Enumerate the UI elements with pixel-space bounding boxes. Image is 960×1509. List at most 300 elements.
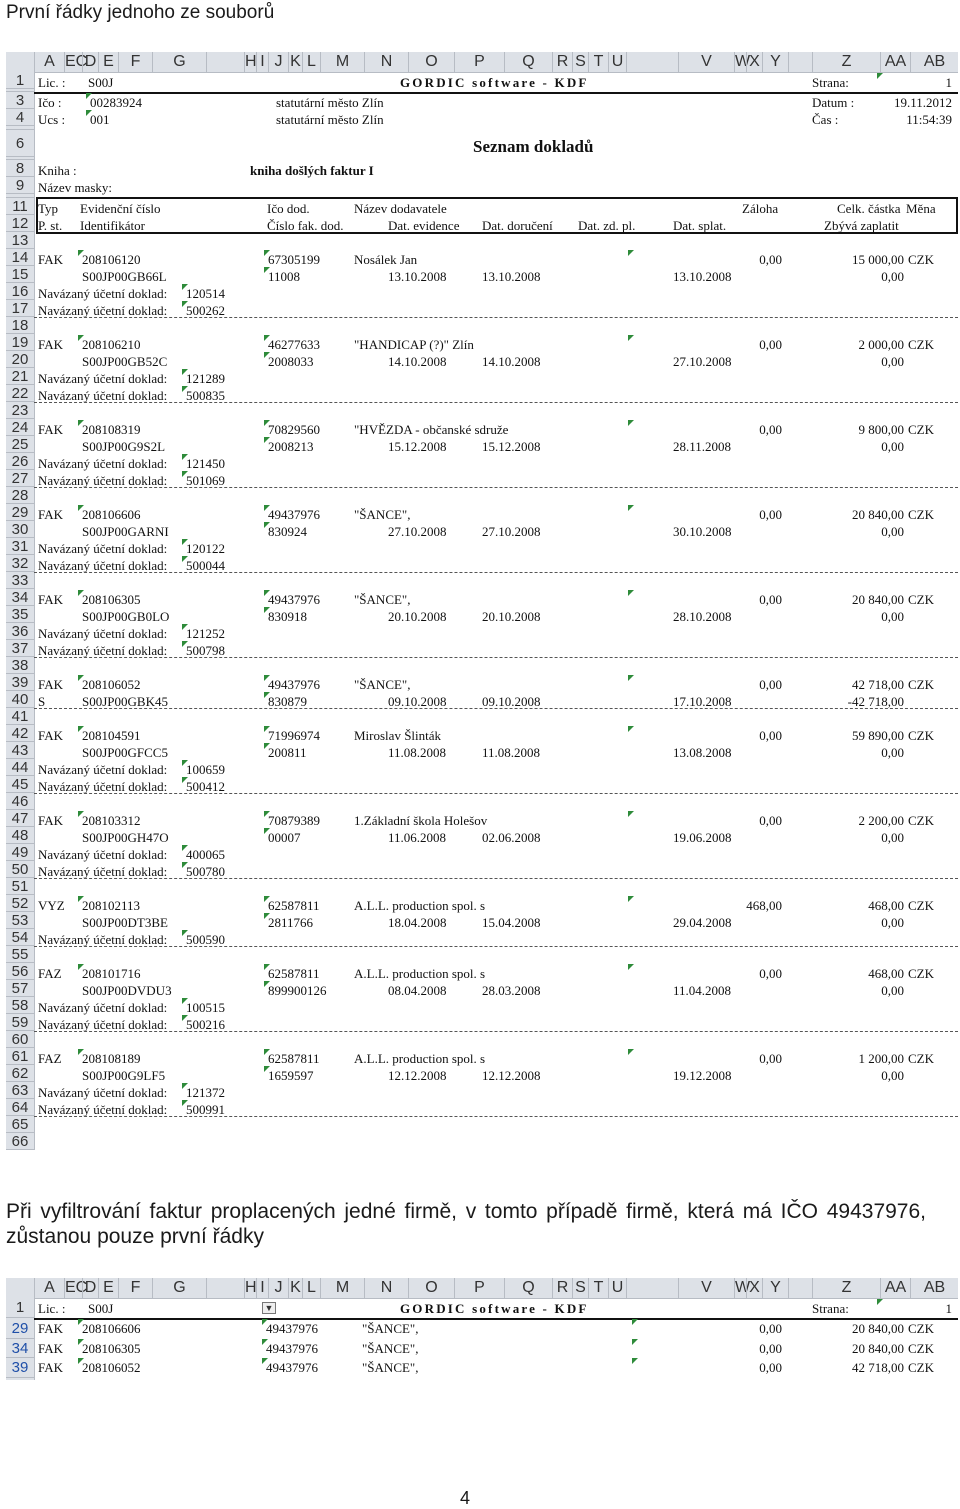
sheet1-row-number[interactable]: 56 <box>6 963 34 980</box>
colhead-ident: Identifikátor <box>80 217 145 233</box>
nav-doc-value: 501069 <box>186 472 225 488</box>
sheet1-column-header-g[interactable]: G <box>152 52 206 72</box>
record-zaloha: 0,00 <box>759 591 782 607</box>
record-supplier: "HANDICAP (?)" Zlín <box>354 336 474 352</box>
record-evid: 208106052 <box>82 676 141 692</box>
sheet2-column-header-l[interactable]: L <box>302 1278 320 1298</box>
sheet1-column-header-j[interactable]: J <box>268 52 288 72</box>
record-celk: 20 840,00 <box>852 506 904 522</box>
sheet1-row-number[interactable]: 42 <box>6 725 34 742</box>
strana-label: Strana: <box>812 1301 849 1316</box>
nav-doc-label: Navázaný účetní doklad: <box>38 931 168 947</box>
sheet1-row-number[interactable]: 26 <box>6 453 34 470</box>
sheet2-column-header-j[interactable]: J <box>268 1278 288 1298</box>
record-typ: FAZ <box>38 965 62 981</box>
record-supplier: "ŠANCE", <box>362 1321 419 1336</box>
nav-doc-value: 500798 <box>186 642 225 658</box>
nav-doc-value: 500216 <box>186 1016 225 1032</box>
green-triangle-icon <box>628 675 634 681</box>
record-ico: 70829560 <box>268 421 320 437</box>
sheet1-row-number[interactable]: 44 <box>6 759 34 776</box>
sheet1-column-header-m[interactable]: M <box>320 52 364 72</box>
nav-doc-label: Navázaný účetní doklad: <box>38 302 168 318</box>
sheet1-column-header-k[interactable]: K <box>288 52 302 72</box>
sheet1-row-number[interactable]: 21 <box>6 368 34 385</box>
sheet2-column-header-u[interactable]: U <box>608 1278 626 1298</box>
sheet1-column-header-x[interactable]: X <box>746 52 762 72</box>
record-typ: FAK <box>38 336 64 352</box>
sheet1-column-header-u[interactable]: U <box>608 52 626 72</box>
sheet1-column-header-ec[interactable]: EC <box>65 53 88 70</box>
record-separator <box>34 487 958 488</box>
sheet1-column-header-t[interactable]: T <box>588 52 608 72</box>
sheet1-column-header-f[interactable]: F <box>118 52 152 72</box>
colhead-typ: Typ <box>38 200 59 216</box>
sheet2-column-header-q[interactable]: Q <box>504 1278 552 1298</box>
record-celk: 9 800,00 <box>858 421 904 437</box>
record-cislo: 2811766 <box>268 914 314 930</box>
spreadsheet-filtered <box>6 1278 958 1380</box>
sheet2-column-header-a[interactable]: A <box>34 1278 64 1298</box>
cas-label: Čas : <box>812 112 839 128</box>
datum-value: 19.11.2012 <box>893 95 952 111</box>
sheet1-column-header-a[interactable]: A <box>34 52 64 72</box>
record-separator <box>34 708 958 709</box>
record-ico: 67305199 <box>268 251 320 267</box>
filter-dropdown-icon[interactable]: ▼ <box>262 1302 276 1314</box>
record-devid: 13.10.2008 <box>388 268 447 284</box>
record-typ: FAK <box>38 1360 64 1375</box>
sheet2-column-header-aa[interactable]: AA <box>880 1278 910 1298</box>
record-mena: CZK <box>908 421 934 437</box>
sheet1-row-number[interactable]: 29 <box>6 504 34 521</box>
colhead-zbyva: Zbývá zaplatit <box>824 217 899 233</box>
sheet1-row-number[interactable]: 50 <box>6 861 34 878</box>
sheet1-row-number[interactable]: 37 <box>6 640 34 657</box>
sheet1-column-header-o[interactable]: O <box>408 52 454 72</box>
record-cislo: 11008 <box>268 268 301 284</box>
description-paragraph: Při vyfiltrování faktur proplacených jedné firmě, v tomto případě firmě, která má IČO 49437976, zůstanou pouze první řádky <box>6 1200 926 1248</box>
nav-doc-value: 121289 <box>186 370 225 386</box>
maska-label: Název masky: <box>38 180 113 196</box>
sheet1-row-number[interactable]: 34 <box>6 589 34 606</box>
record-typ: FAK <box>38 1321 64 1336</box>
sheet1-row-number[interactable]: 23 <box>6 402 34 419</box>
record-dsplat: 30.10.2008 <box>673 523 732 539</box>
record-pst: S <box>38 693 46 709</box>
sheet2-column-header-h[interactable]: H <box>245 1279 257 1296</box>
sheet2-column-header-r[interactable]: R <box>552 1278 572 1298</box>
sheet1-row-number[interactable]: 18 <box>6 317 34 334</box>
sheet1-row-number[interactable]: 3 <box>6 92 34 109</box>
record-zaloha: 468,00 <box>746 897 782 913</box>
sheet1-row-number[interactable]: 64 <box>6 1099 34 1116</box>
record-typ: FAZ <box>38 1050 62 1066</box>
colhead-pst: P. st. <box>38 217 63 233</box>
sheet1-row-number[interactable]: 25 <box>6 436 34 453</box>
sheet1-column-header-n[interactable]: N <box>364 52 408 72</box>
record-ddoruc: 02.06.2008 <box>482 829 541 845</box>
record-ico: 49437976 <box>266 1360 318 1375</box>
nav-doc-label: Navázaný účetní doklad: <box>38 761 168 777</box>
record-separator <box>34 317 958 318</box>
ico-value: 00283924 <box>90 95 142 111</box>
sheet1-row-number[interactable]: 20 <box>6 351 34 368</box>
sheet1-row-number[interactable]: 46 <box>6 793 34 810</box>
nav-doc-value: 400065 <box>186 846 225 862</box>
sheet2-column-header-f[interactable]: F <box>118 1278 152 1298</box>
header-rule <box>34 1318 958 1320</box>
green-triangle-icon <box>628 420 634 426</box>
nav-doc-value: 500835 <box>186 387 225 403</box>
record-celk: 20 840,00 <box>852 1340 904 1356</box>
sheet1-column-header-e[interactable]: E <box>98 52 118 72</box>
page-heading: První řádky jednoho ze souborů <box>6 2 275 23</box>
record-mena: CZK <box>908 897 934 913</box>
record-celk: 468,00 <box>868 897 904 913</box>
record-mena: CZK <box>908 965 934 981</box>
sheet1-row-number[interactable]: 57 <box>6 980 34 997</box>
sheet1-row-number[interactable]: 4 <box>6 109 34 126</box>
sheet1-row-number[interactable]: 54 <box>6 929 34 946</box>
sheet2-column-header-e[interactable]: E <box>98 1278 118 1298</box>
sheet2-column-header-g[interactable]: G <box>152 1278 206 1298</box>
green-triangle-icon <box>628 1049 634 1055</box>
sheet2-row-number[interactable]: 34 <box>6 1339 34 1359</box>
record-ident: S00JP00DVDU3 <box>82 982 172 998</box>
ucs-name: statutární město Zlín <box>276 112 384 128</box>
sheet2-column-header-s[interactable]: S <box>572 1278 588 1298</box>
sheet2-column-header-k[interactable]: K <box>288 1278 302 1298</box>
sheet1-column-header-y[interactable]: Y <box>762 52 788 72</box>
sheet1-row-number[interactable]: 6 <box>6 130 34 157</box>
record-evid: 208106606 <box>82 506 141 522</box>
record-supplier: Miroslav Šlinták <box>354 727 442 743</box>
header-rule <box>34 92 958 94</box>
record-celk: 468,00 <box>868 965 904 981</box>
green-triangle-icon <box>628 335 634 341</box>
sheet1-row-number[interactable]: 32 <box>6 555 34 572</box>
sheet1-row-number[interactable]: 63 <box>6 1082 34 1099</box>
nav-doc-label: Navázaný účetní doklad: <box>38 557 168 573</box>
sheet1-column-header-w[interactable]: W <box>735 53 751 70</box>
record-zaloha: 0,00 <box>759 676 782 692</box>
green-triangle-icon <box>628 726 634 732</box>
sheet1-row-number[interactable]: 40 <box>6 691 34 708</box>
nav-doc-label: Navázaný účetní doklad: <box>38 625 168 641</box>
record-ident: S00JP00G9LF5 <box>82 1067 166 1083</box>
record-devid: 08.04.2008 <box>388 982 447 998</box>
lic-label: Lic. : <box>38 75 66 90</box>
sheet1-row-number[interactable]: 27 <box>6 470 34 487</box>
sheet2-column-header-w[interactable]: W <box>735 1279 751 1296</box>
sheet1-row-number[interactable]: 62 <box>6 1065 34 1082</box>
record-dsplat: 27.10.2008 <box>673 353 732 369</box>
sheet2-column-header-x[interactable]: X <box>746 1278 762 1298</box>
record-evid: 208108319 <box>82 421 141 437</box>
nav-doc-label: Navázaný účetní doklad: <box>38 370 168 386</box>
record-ico: 62587811 <box>268 897 320 913</box>
record-zbyva: 0,00 <box>881 829 904 845</box>
nav-doc-value: 500412 <box>186 778 225 794</box>
sheet1-row-number[interactable]: 38 <box>6 657 34 674</box>
record-supplier: Nosálek Jan <box>354 251 418 267</box>
colhead-zaloha: Záloha <box>742 200 779 216</box>
record-cislo: 830924 <box>268 523 307 539</box>
sheet1-column-header-z[interactable]: Z <box>812 52 880 72</box>
record-ident: S00JP00GH47O <box>82 829 169 845</box>
sheet1-row-number[interactable]: 58 <box>6 997 34 1014</box>
record-ico: 62587811 <box>268 1050 320 1066</box>
record-dsplat: 19.12.2008 <box>673 1067 732 1083</box>
sheet1-row-number[interactable]: 41 <box>6 708 34 725</box>
colhead-evid: Evidenční číslo <box>80 200 161 216</box>
record-ddoruc: 15.04.2008 <box>482 914 541 930</box>
record-devid: 12.12.2008 <box>388 1067 447 1083</box>
sheet1-row-number[interactable]: 60 <box>6 1031 34 1048</box>
nav-doc-label: Navázaný účetní doklad: <box>38 1101 168 1117</box>
sheet2-column-header-o[interactable]: O <box>408 1278 454 1298</box>
sheet2-column-header[interactable] <box>788 1278 812 1298</box>
sheet2-column-header-ab[interactable]: AB <box>910 1278 958 1298</box>
sheet2-column-header-p[interactable]: P <box>454 1278 504 1298</box>
sheet1-column-header[interactable] <box>206 52 244 72</box>
record-ico: 62587811 <box>268 965 320 981</box>
record-dsplat: 19.06.2008 <box>673 829 732 845</box>
record-zbyva: 0,00 <box>881 438 904 454</box>
record-cislo: 830918 <box>268 608 307 624</box>
sheet2-column-header-z[interactable]: Z <box>812 1278 880 1298</box>
record-mena: CZK <box>908 812 934 828</box>
sheet1-column-header-bar <box>6 52 958 73</box>
sheet1-column-header-h[interactable]: H <box>245 53 257 70</box>
sheet1-row-number[interactable]: 19 <box>6 334 34 351</box>
sheet1-row-number[interactable]: 11 <box>6 198 34 215</box>
record-typ: FAK <box>38 1340 64 1356</box>
green-triangle-icon <box>877 1299 883 1305</box>
record-zbyva: 0,00 <box>881 744 904 760</box>
record-dsplat: 29.04.2008 <box>673 914 732 930</box>
sheet1-row-number[interactable]: 61 <box>6 1048 34 1065</box>
record-dsplat: 13.08.2008 <box>673 744 732 760</box>
strana-label: Strana: <box>812 75 849 90</box>
sheet2-row-number[interactable]: 29 <box>6 1319 34 1339</box>
record-zbyva: 0,00 <box>881 523 904 539</box>
sheet1-row-number[interactable]: 35 <box>6 606 34 623</box>
nav-doc-value: 121372 <box>186 1084 225 1100</box>
sheet2-column-header-ec[interactable]: EC <box>65 1279 88 1296</box>
record-dsplat: 13.10.2008 <box>673 268 732 284</box>
record-devid: 09.10.2008 <box>388 693 447 709</box>
company-name: GORDIC software - KDF <box>400 75 589 90</box>
ico-label: Ičo : <box>38 95 62 111</box>
colhead-cislo: Číslo fak. dod. <box>267 217 344 233</box>
record-cislo: 899900126 <box>268 982 327 998</box>
sheet1-column-header[interactable] <box>788 52 812 72</box>
record-ddoruc: 14.10.2008 <box>482 353 541 369</box>
record-celk: 20 840,00 <box>852 1321 904 1336</box>
record-zaloha: 0,00 <box>759 812 782 828</box>
sheet1-row-number[interactable]: 43 <box>6 742 34 759</box>
record-zaloha: 0,00 <box>759 1050 782 1066</box>
sheet1-row-number[interactable]: 8 <box>6 160 34 177</box>
sheet1-row-number[interactable]: 9 <box>6 177 34 194</box>
colhead-icod: Ičo dod. <box>267 200 310 216</box>
sheet1-row-number[interactable]: 22 <box>6 385 34 402</box>
sheet1-column-header-l[interactable]: L <box>302 52 320 72</box>
record-mena: CZK <box>908 1321 934 1336</box>
record-mena: CZK <box>908 591 934 607</box>
record-cislo: 2008213 <box>268 438 314 454</box>
sheet2-row-number[interactable]: 39 <box>6 1358 34 1378</box>
sheet2-column-header-y[interactable]: Y <box>762 1278 788 1298</box>
sheet1-row-number[interactable]: 33 <box>6 572 34 589</box>
sheet2-column-header-v[interactable]: V <box>678 1278 734 1298</box>
sheet1-row-number[interactable]: 51 <box>6 878 34 895</box>
record-dsplat: 28.11.2008 <box>673 438 732 454</box>
sheet1-row-number[interactable]: 66 <box>6 1133 34 1150</box>
record-zaloha: 0,00 <box>759 965 782 981</box>
sheet1-row-number[interactable]: 45 <box>6 776 34 793</box>
sheet1-row-number[interactable]: 59 <box>6 1014 34 1031</box>
sheet1-row-number[interactable]: 15 <box>6 266 34 283</box>
nav-doc-label: Navázaný účetní doklad: <box>38 285 168 301</box>
sheet2-column-header-d[interactable]: D <box>82 1278 98 1298</box>
sheet2-row-number[interactable]: 1 <box>6 1298 34 1318</box>
record-zbyva: 0,00 <box>881 608 904 624</box>
sheet1-row-number[interactable]: 55 <box>6 946 34 963</box>
sheet1-column-header-i[interactable]: I <box>256 52 268 72</box>
sheet1-row-number[interactable]: 31 <box>6 538 34 555</box>
green-triangle-icon <box>628 964 634 970</box>
lic-value: S00J <box>88 75 114 90</box>
spreadsheet-full <box>6 52 958 1150</box>
sheet1-row-number[interactable]: 53 <box>6 912 34 929</box>
nav-doc-value: 121450 <box>186 455 225 471</box>
record-typ: FAK <box>38 421 64 437</box>
sheet1-column-header-s[interactable]: S <box>572 52 588 72</box>
sheet1-column-header-d[interactable]: D <box>82 52 98 72</box>
datum-label: Datum : <box>812 95 855 111</box>
sheet1-column-header-aa[interactable]: AA <box>880 52 910 72</box>
record-celk: 42 718,00 <box>852 1360 904 1375</box>
record-celk: 2 000,00 <box>858 336 904 352</box>
sheet1-row-number[interactable]: 52 <box>6 895 34 912</box>
sheet1-row-number[interactable]: 30 <box>6 521 34 538</box>
record-ico: 49437976 <box>268 591 320 607</box>
record-ddoruc: 15.12.2008 <box>482 438 541 454</box>
nav-doc-label: Navázaný účetní doklad: <box>38 455 168 471</box>
nav-doc-value: 121252 <box>186 625 225 641</box>
record-devid: 15.12.2008 <box>388 438 447 454</box>
record-zaloha: 0,00 <box>759 727 782 743</box>
sheet1-row-number[interactable]: 17 <box>6 300 34 317</box>
sheet2-column-header[interactable] <box>206 1278 244 1298</box>
sheet2-column-header[interactable] <box>626 1278 678 1298</box>
record-evid: 208108189 <box>82 1050 141 1066</box>
record-evid: 208103312 <box>82 812 141 828</box>
sheet1-row-number[interactable]: 36 <box>6 623 34 640</box>
record-ident: S00JP00GFCC5 <box>82 744 168 760</box>
sheet1-column-header-q[interactable]: Q <box>504 52 552 72</box>
sheet1-column-header-r[interactable]: R <box>552 52 572 72</box>
record-separator <box>34 878 958 879</box>
record-supplier: "ŠANCE", <box>354 676 411 692</box>
record-ddoruc: 13.10.2008 <box>482 268 541 284</box>
document-title: Seznam dokladů <box>473 136 594 156</box>
record-ident: S00JP00DT3BE <box>82 914 168 930</box>
record-dsplat: 17.10.2008 <box>673 693 732 709</box>
record-ddoruc: 20.10.2008 <box>482 608 541 624</box>
record-dsplat: 11.04.2008 <box>673 982 732 998</box>
sheet2-column-header-i[interactable]: I <box>256 1278 268 1298</box>
record-zaloha: 0,00 <box>759 1321 782 1336</box>
record-mena: CZK <box>908 676 934 692</box>
colhead-mena: Měna <box>906 200 936 216</box>
record-celk: 2 200,00 <box>858 812 904 828</box>
sheet1-row-number[interactable]: 39 <box>6 674 34 691</box>
record-evid: 208106606 <box>82 1321 141 1336</box>
sheet1-row-number[interactable]: 47 <box>6 810 34 827</box>
record-evid: 208101716 <box>82 965 141 981</box>
sheet2-column-header-m[interactable]: M <box>320 1278 364 1298</box>
sheet1-row-number[interactable]: 1 <box>6 72 34 89</box>
nav-doc-label: Navázaný účetní doklad: <box>38 642 168 658</box>
nav-doc-label: Navázaný účetní doklad: <box>38 999 168 1015</box>
record-zbyva: 0,00 <box>881 353 904 369</box>
sheet1-row-number[interactable]: 48 <box>6 827 34 844</box>
record-zbyva: 0,00 <box>881 914 904 930</box>
sheet1-row-number[interactable]: 49 <box>6 844 34 861</box>
record-celk: 20 840,00 <box>852 591 904 607</box>
strana-value: 1 <box>945 1301 952 1316</box>
sheet2-column-header-t[interactable]: T <box>588 1278 608 1298</box>
ucs-label: Ucs : <box>38 112 66 128</box>
green-triangle-icon <box>628 896 634 902</box>
record-cislo: 830879 <box>268 693 307 709</box>
record-ddoruc: 09.10.2008 <box>482 693 541 709</box>
record-typ: FAK <box>38 591 64 607</box>
sheet1-row-number[interactable]: 16 <box>6 283 34 300</box>
record-zbyva: 0,00 <box>881 268 904 284</box>
nav-doc-value: 120514 <box>186 285 225 301</box>
record-ddoruc: 28.03.2008 <box>482 982 541 998</box>
record-dsplat: 28.10.2008 <box>673 608 732 624</box>
record-ico: 70879389 <box>268 812 320 828</box>
sheet1-row-number[interactable]: 13 <box>6 232 34 249</box>
sheet1-column-header[interactable] <box>626 52 678 72</box>
green-triangle-icon <box>877 73 883 79</box>
sheet1-row-number[interactable]: 24 <box>6 419 34 436</box>
record-celk: 1 200,00 <box>858 1050 904 1066</box>
sheet1-column-header-ab[interactable]: AB <box>910 52 958 72</box>
sheet1-row-number[interactable]: 65 <box>6 1116 34 1133</box>
record-typ: FAK <box>38 727 64 743</box>
sheet1-row-number[interactable]: 14 <box>6 249 34 266</box>
record-cislo: 00007 <box>268 829 301 845</box>
sheet1-row-number[interactable]: 28 <box>6 487 34 504</box>
sheet1-row-number[interactable]: 12 <box>6 215 34 232</box>
record-separator <box>34 402 958 403</box>
colhead-dsplat: Dat. splat. <box>673 217 727 233</box>
record-typ: FAK <box>38 506 64 522</box>
sheet1-column-header-p[interactable]: P <box>454 52 504 72</box>
record-separator <box>34 657 958 658</box>
sheet1-column-header-v[interactable]: V <box>678 52 734 72</box>
record-ico: 46277633 <box>268 336 320 352</box>
record-ident: S00JP00G9S2L <box>82 438 166 454</box>
sheet2-column-header-n[interactable]: N <box>364 1278 408 1298</box>
